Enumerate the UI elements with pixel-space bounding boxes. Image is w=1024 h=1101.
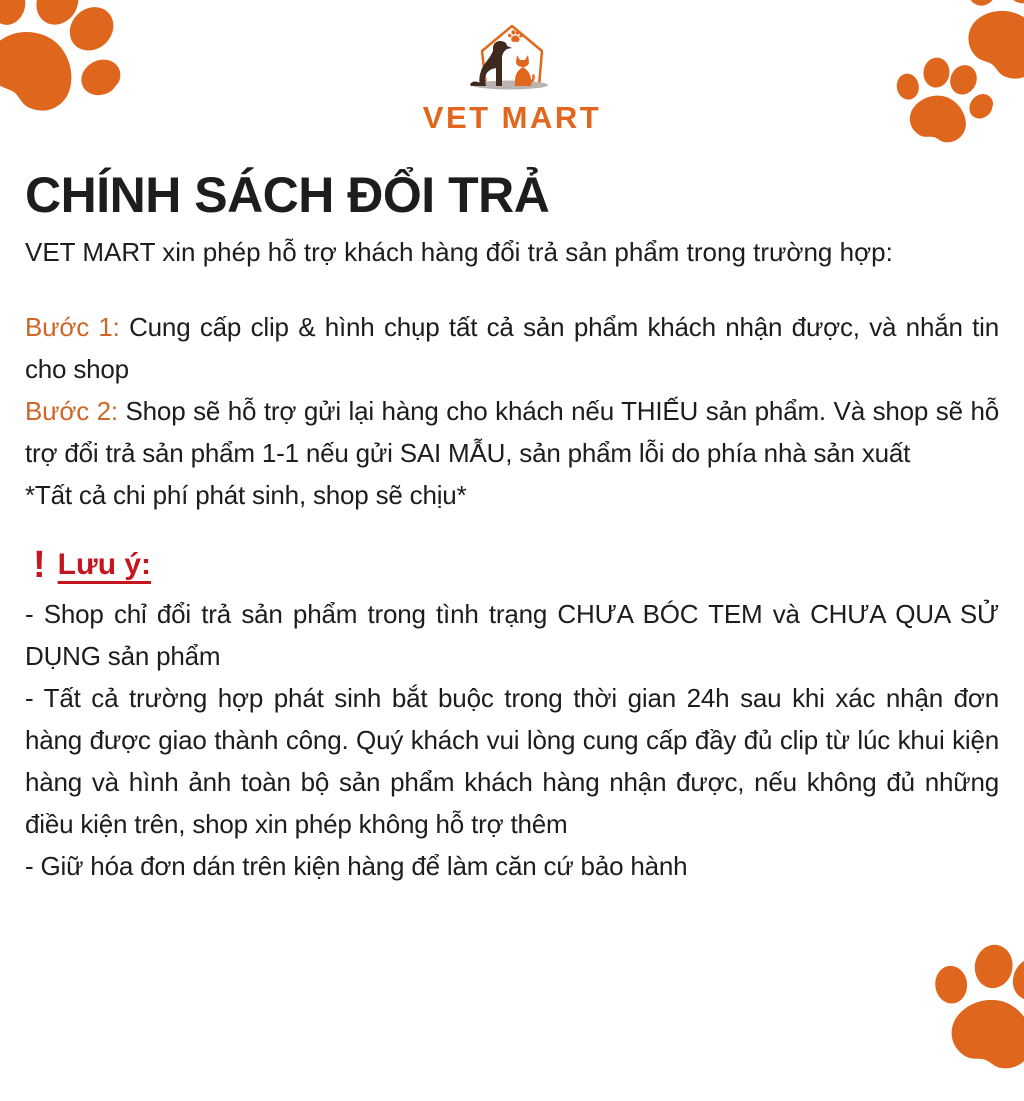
steps-section bbox=[25, 306, 999, 516]
cat-icon bbox=[515, 55, 535, 86]
notice-item: - Giữ hóa đơn dán trên kiện hàng để làm căn cứ bảo hành bbox=[25, 851, 688, 881]
logo-mark bbox=[437, 20, 587, 98]
paw-print-icon bbox=[908, 918, 1024, 1101]
step-1-label: Bước 1: bbox=[25, 312, 120, 342]
notice-heading bbox=[25, 544, 999, 587]
fee-note: *Tất cả chi phí phát sinh, shop sẽ chịu* bbox=[25, 480, 467, 510]
exclamation-icon: ! bbox=[33, 544, 46, 586]
step-2-label: Bước 2: bbox=[25, 396, 118, 426]
step-1 bbox=[25, 306, 999, 390]
brand-name: VET MART bbox=[422, 100, 602, 135]
page-title: CHÍNH SÁCH ĐỔI TRẢ bbox=[25, 167, 550, 223]
notice-label: Lưu ý: bbox=[57, 548, 152, 581]
policy-content bbox=[0, 166, 1024, 887]
intro-text: VET MART xin phép hỗ trợ khách hàng đổi trả sản phẩm trong trường hợp: bbox=[25, 237, 893, 267]
notice-item: - Tất cả trường hợp phát sinh bắt buộc trong thời gian 24h sau khi xác nhận đơn hàng được giao thành công. Quý khách vui lòng cung cấp đầy đủ clip từ lúc khui kiện hàng và hình ảnh toàn bộ sản phẩm khách hàng nhận được, nếu không đủ những điều kiện trên, shop xin phép không hỗ trợ thêm bbox=[25, 683, 999, 839]
step-1-text: Cung cấp clip & hình chụp tất cả sản phẩm khách nhận được, và nhắn tin cho shop bbox=[25, 312, 999, 384]
notice-items bbox=[25, 593, 999, 887]
vetmart-logo bbox=[0, 0, 1024, 136]
step-2-text: Shop sẽ hỗ trợ gửi lại hàng cho khách nếu THIẾU sản phẩm. Và shop sẽ hỗ trợ đổi trả sản phẩm 1-1 nếu gửi SAI MẪU, sản phẩm lỗi do phía nhà sản xuất bbox=[25, 396, 999, 468]
dog-icon bbox=[470, 41, 512, 86]
paw-icon bbox=[507, 30, 523, 42]
step-2 bbox=[25, 390, 999, 474]
notice-item: - Shop chỉ đổi trả sản phẩm trong tình trạng CHƯA BÓC TEM và CHƯA QUA SỬ DỤNG sản phẩm bbox=[25, 599, 999, 671]
